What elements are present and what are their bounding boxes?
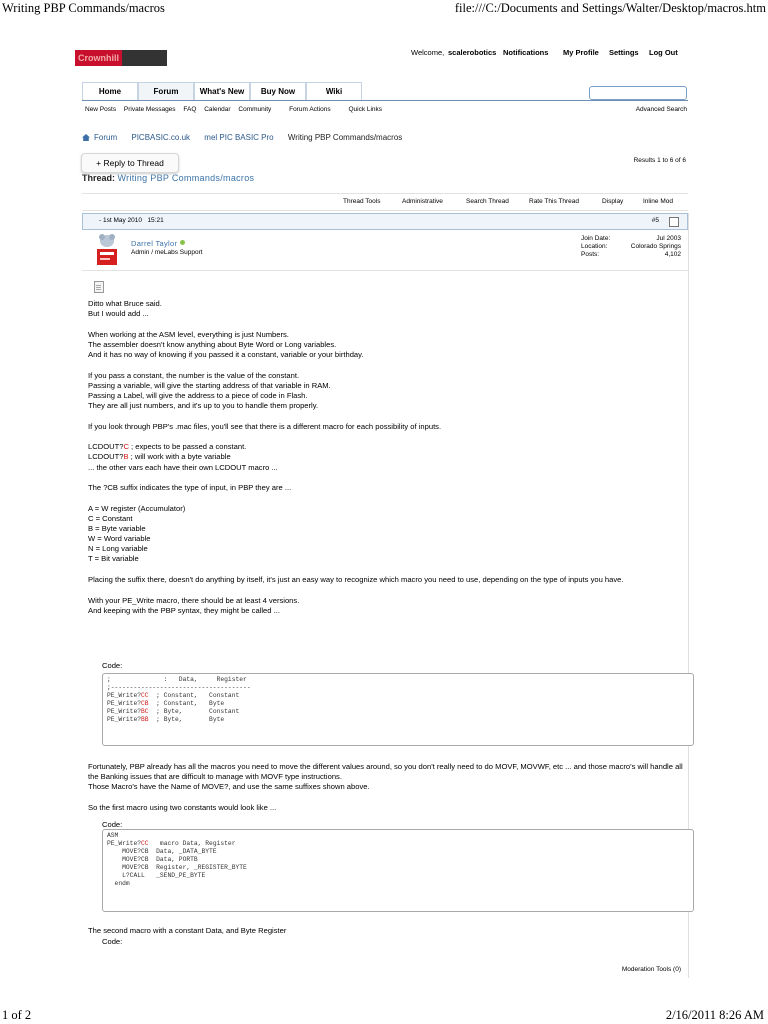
post-paragraph: The ?CB suffix indicates the type of input, in PBP they are ... [88, 483, 292, 493]
tab-buy-now[interactable]: Buy Now [250, 82, 306, 100]
user-stats [581, 235, 681, 259]
type-list: A = W register (Accumulator) C = Constant B = Byte variable W = Word variable N = Long variable T = Bit variable [88, 503, 186, 564]
stat-location-label: Location: [581, 243, 608, 250]
subnav-community[interactable]: Community [238, 106, 272, 113]
welcome-text: Welcome, [411, 48, 445, 57]
my-profile-link[interactable]: My Profile [563, 48, 599, 57]
code-block-1: ; : Data, Register ;------------------------------------- PE_Write?CC ; Constant, Constant PE_Write?CB ; Constant, Byte PE_Write?BC ; Byte, Constant PE_Write?BB ; Byte, Byte [102, 673, 694, 746]
post-select-checkbox[interactable] [669, 217, 679, 227]
breadcrumb [82, 133, 414, 142]
subnav-quick-links[interactable]: Quick Links [348, 106, 383, 113]
post-paragraph: If you pass a constant, the number is the value of the constant. Passing a variable, will give the starting address of that variable in RAM. Passing a Label, will give the address to a piece of code in Flash. They are all just numbers, and it's up to you to handle them properly. [88, 370, 331, 410]
print-header [0, 0, 768, 16]
post-body [88, 299, 684, 627]
post-paragraph: Fortunately, PBP already has all the macros you need to move the different values around, so you don't really need to do MOVF, MOVWF, etc ... and those macro's will handle all the Banking issues that are difficult to manage with MOVF type instructions. Those Macro's have the Name of MOVE?, and use the same suffixes shown above. [88, 762, 683, 792]
subnav-faq[interactable]: FAQ [183, 106, 197, 113]
post-paragraph: If you look through PBP's .mac files, you'll see that there is a different macro for each possibility of inputs. [88, 421, 442, 431]
main-nav-tabs [82, 82, 362, 101]
stat-posts-label: Posts: [581, 251, 600, 258]
stat-posts-value: 4,102 [664, 251, 681, 258]
results-count: Results 1 to 6 of 6 [633, 157, 686, 164]
subnav-calendar[interactable]: Calendar [204, 106, 231, 113]
post-username[interactable]: Darrel Taylor [131, 239, 185, 248]
subnav-new-posts[interactable]: New Posts [85, 106, 117, 113]
code-label: Code: [102, 937, 123, 946]
thread-title: Thread: Writing PBP Commands/macros [82, 173, 255, 183]
subnav-private-messages[interactable]: Private Messages [123, 106, 176, 113]
post-paragraph: When working at the ASM level, everything is just Numbers. The assembler doesn't know anything about Byte Word or Long variables. And it has no way of knowing if you passed it a constant, variable or your birthday. [88, 329, 364, 359]
post-body-continued [88, 762, 684, 824]
tab-home[interactable]: Home [82, 82, 138, 100]
advanced-search-link[interactable]: Advanced Search [635, 106, 687, 113]
thread-tools-bar [82, 193, 688, 211]
moderation-tools-menu[interactable]: Moderation Tools (0) [621, 966, 681, 973]
post-date: - 1st May 2010 15:21 [99, 217, 164, 224]
tab-forum[interactable]: Forum [138, 82, 194, 100]
post-body-continued-2 [88, 926, 684, 947]
print-footer [0, 1008, 768, 1024]
display-menu[interactable]: Display [602, 198, 624, 205]
post-paragraph: So the first macro using two constants would look like ... [88, 802, 277, 812]
reply-to-thread-button[interactable]: + Reply to Thread [81, 153, 179, 173]
stat-join-date-label: Join Date: [581, 235, 611, 242]
logo-part1: Crownhill [75, 50, 122, 66]
stat-join-date-value: Jul 2003 [656, 235, 681, 242]
print-header-title: Writing PBP Commands/macros [2, 1, 165, 15]
log-out-link[interactable]: Log Out [649, 48, 678, 57]
print-footer-datetime: 2/16/2011 8:26 AM [665, 1008, 764, 1022]
post-user-info [82, 229, 688, 271]
post-paragraph: With your PE_Write macro, there should be at least 4 versions. And keeping with the PBP syntax, they might be called ... [88, 595, 300, 615]
subnav-forum-actions[interactable]: Forum Actions [289, 106, 331, 113]
print-header-url: file:///C:/Documents and Settings/Walter/Desktop/macros.htm [454, 1, 766, 15]
online-status-icon [180, 240, 185, 245]
breadcrumb-picbasic[interactable]: PICBASIC.co.uk [131, 133, 191, 142]
home-icon [82, 134, 90, 141]
tab-wiki[interactable]: Wiki [306, 82, 362, 100]
sub-nav [85, 106, 388, 113]
nav-divider [82, 100, 688, 101]
search-thread-menu[interactable]: Search Thread [466, 198, 509, 205]
logo-part2: Associates [78, 69, 126, 79]
code-label: Code: [102, 820, 123, 829]
notifications-link[interactable]: Notifications [503, 48, 549, 57]
search-input[interactable] [589, 86, 687, 100]
site-logo[interactable] [75, 50, 167, 79]
rate-thread-menu[interactable]: Rate This Thread [529, 198, 579, 205]
post-header-bar [82, 213, 688, 230]
code-block-2: ASM PE_Write?CC macro Data, Register MOVE?CB Data, _DATA_BYTE MOVE?CB Data, PORTB MOVE?CB Register, _REGISTER_BYTE L?CALL _SEND_PE_BYTE endm [102, 829, 694, 912]
breadcrumb-forum[interactable]: Forum [82, 133, 117, 142]
administrative-menu[interactable]: Administrative [402, 198, 443, 205]
breadcrumb-mel-pic-basic-pro[interactable]: mel PIC BASIC Pro [204, 133, 274, 142]
tab-whats-new[interactable]: What's New [194, 82, 250, 100]
avatar[interactable] [94, 233, 120, 267]
post-icon [94, 281, 104, 293]
post-paragraph: Ditto what Bruce said. But I would add ... [88, 299, 162, 319]
stat-location-value: Colorado Springs [630, 243, 681, 250]
breadcrumb-current: Writing PBP Commands/macros [287, 133, 403, 142]
settings-link[interactable]: Settings [609, 48, 639, 57]
thread-tools-menu[interactable]: Thread Tools [343, 198, 381, 205]
post-paragraph: The second macro with a constant Data, and Byte Register [88, 926, 287, 935]
post-paragraph: Placing the suffix there, doesn't do anything by itself, it's just an easy way to recognize which macro you need to use, depending on the type of inputs you have. [88, 575, 624, 585]
code-label: Code: [102, 661, 123, 670]
inline-mod-menu[interactable]: Inline Mod [643, 198, 673, 205]
post-number[interactable]: #5 [651, 217, 659, 224]
welcome-username[interactable]: scalerobotics [448, 48, 497, 57]
post-paragraph: LCDOUT?C ; expects to be passed a constant. LCDOUT?B ; will work with a byte variable ... the other vars each have their own LCDOUT macro ... [88, 442, 278, 472]
print-footer-page: 1 of 2 [2, 1008, 32, 1022]
post-user-title: Admin / meLabs Support [131, 249, 203, 256]
